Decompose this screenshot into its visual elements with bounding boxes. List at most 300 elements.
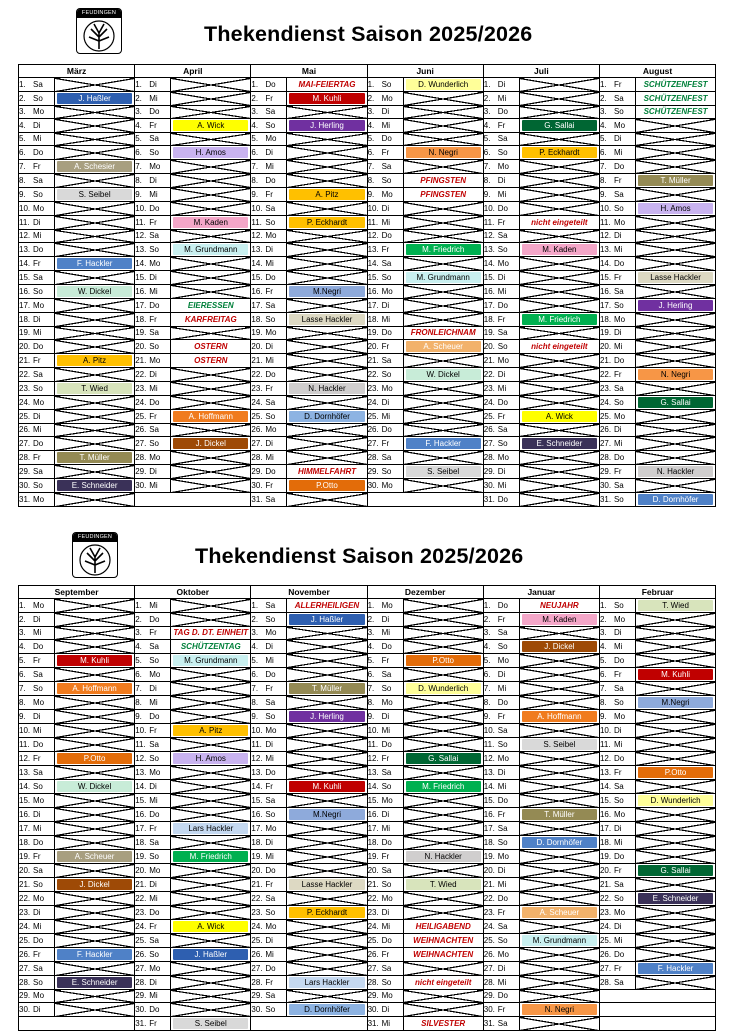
duty-cell: M. Friedrich xyxy=(171,850,251,864)
unassigned-cell xyxy=(171,710,251,724)
unassigned-cell xyxy=(55,613,135,627)
event-cell: EIERESSEN xyxy=(171,299,251,313)
day-cell: 24. Do xyxy=(135,396,171,410)
day-cell: 29. Mo xyxy=(367,990,403,1003)
day-cell: 19. Mo xyxy=(483,850,519,864)
unassigned-cell xyxy=(55,934,135,948)
unassigned-cell xyxy=(287,640,367,654)
month-header: Dezember xyxy=(367,586,483,599)
unassigned-cell xyxy=(403,160,483,174)
duty-cell: D. Wunderlich xyxy=(403,78,483,92)
unassigned-cell xyxy=(171,479,251,493)
day-cell: 12. Mi xyxy=(251,752,287,766)
day-cell: 14. Fr xyxy=(19,257,55,271)
duty-cell: S. Seibel xyxy=(171,1017,251,1031)
day-cell: 18. Mi xyxy=(367,313,403,327)
unassigned-cell xyxy=(519,202,599,216)
day-cell: 29. Fr xyxy=(599,465,635,479)
duty-cell: A. Schesier xyxy=(55,160,135,174)
unassigned-cell xyxy=(55,396,135,410)
day-cell: 19. Sa xyxy=(135,327,171,340)
unassigned-cell xyxy=(287,451,367,465)
day-cell: 25. Di xyxy=(251,934,287,948)
unassigned-cell xyxy=(55,906,135,920)
day-cell: 18. Mi xyxy=(599,836,635,850)
duty-cell: N. Negri xyxy=(519,1003,599,1017)
duty-cell: J. Dickel xyxy=(519,640,599,654)
day-cell: 18. Sa xyxy=(135,836,171,850)
day-cell: 3. Mo xyxy=(251,627,287,640)
day-cell: 27. Do xyxy=(251,962,287,976)
day-cell: 22. Mo xyxy=(367,892,403,906)
day-cell: 1. Di xyxy=(135,78,171,92)
day-cell: 5. Fr xyxy=(19,654,55,668)
club-logo: FEUDINGEN xyxy=(76,8,122,54)
day-cell: 6. Fr xyxy=(367,146,403,160)
day-cell: 17. Di xyxy=(367,299,403,313)
unassigned-cell xyxy=(55,271,135,285)
day-cell: 9. Di xyxy=(19,710,55,724)
unassigned-cell xyxy=(55,368,135,382)
day-cell: 5. Mo xyxy=(251,133,287,146)
day-cell: 24. Mi xyxy=(367,920,403,934)
unassigned-cell xyxy=(635,285,715,299)
unassigned-cell xyxy=(403,133,483,146)
day-cell: 1. Do xyxy=(483,599,519,613)
day-cell: 2. Di xyxy=(367,613,403,627)
day-cell: 12. Mo xyxy=(483,752,519,766)
unassigned-cell xyxy=(287,738,367,752)
day-cell: 1. Fr xyxy=(599,78,635,92)
day-cell: 21. Mi xyxy=(251,354,287,368)
unassigned-cell xyxy=(171,682,251,696)
unassigned-cell xyxy=(55,313,135,327)
day-cell: 17. So xyxy=(599,299,635,313)
event-cell: WEIHNACHTEN xyxy=(403,934,483,948)
unassigned-cell xyxy=(519,1017,599,1031)
day-cell: 29. Do xyxy=(251,465,287,479)
day-cell: 10. Mo xyxy=(19,202,55,216)
duty-cell: W. Dickel xyxy=(403,368,483,382)
duty-cell: F. Hackler xyxy=(55,257,135,271)
duty-cell: T. Wied xyxy=(403,878,483,892)
unassigned-cell xyxy=(403,794,483,808)
unassigned-cell xyxy=(171,962,251,976)
unassigned-cell xyxy=(519,424,599,437)
day-cell: 21. Di xyxy=(135,878,171,892)
unassigned-cell xyxy=(403,906,483,920)
unassigned-cell xyxy=(403,313,483,327)
event-cell: OSTERN xyxy=(171,340,251,354)
unassigned-cell xyxy=(287,424,367,437)
day-cell: 31. Mi xyxy=(367,1017,403,1031)
day-cell: 7. So xyxy=(367,682,403,696)
duty-cell: D. Wunderlich xyxy=(635,794,715,808)
day-cell: 7. Mo xyxy=(483,160,519,174)
unassigned-cell xyxy=(635,437,715,451)
day-cell: 29. Di xyxy=(135,465,171,479)
day-cell: 7. So xyxy=(19,682,55,696)
day-cell: 2. So xyxy=(251,613,287,627)
day-cell: 5. Sa xyxy=(135,133,171,146)
day-cell: 12. Sa xyxy=(135,230,171,243)
day-cell: 2. So xyxy=(19,92,55,106)
unassigned-cell xyxy=(55,892,135,906)
day-cell: 16. Mo xyxy=(367,285,403,299)
day-cell: 17. Fr xyxy=(135,822,171,836)
unassigned-cell xyxy=(287,934,367,948)
duty-cell: S. Seibel xyxy=(55,188,135,202)
day-cell: 11. So xyxy=(251,216,287,230)
day-cell: 17. Do xyxy=(135,299,171,313)
day-cell: 28. Mi xyxy=(483,976,519,990)
unassigned-cell xyxy=(403,640,483,654)
day-cell: 2. Mo xyxy=(367,92,403,106)
unassigned-cell xyxy=(635,382,715,396)
day-cell: 20. Mi xyxy=(599,340,635,354)
day-cell: 10. Do xyxy=(483,202,519,216)
month-header: November xyxy=(251,586,367,599)
day-cell: 18. Di xyxy=(251,836,287,850)
unassigned-cell xyxy=(171,424,251,437)
unassigned-cell xyxy=(55,106,135,119)
day-cell: 27. So xyxy=(483,437,519,451)
day-cell: 15. Mi xyxy=(135,794,171,808)
day-cell: 25. So xyxy=(251,410,287,424)
day-cell: 2. Di xyxy=(19,613,55,627)
duty-cell: M. Grundmann xyxy=(403,271,483,285)
day-cell: 15. Di xyxy=(135,271,171,285)
day-cell: 20. Fr xyxy=(599,864,635,878)
unassigned-cell xyxy=(519,822,599,836)
unassigned-cell xyxy=(171,257,251,271)
day-cell: 13. Di xyxy=(251,243,287,257)
unassigned-cell xyxy=(171,174,251,188)
day-cell: 19. Fr xyxy=(367,850,403,864)
day-cell: 28. So xyxy=(19,976,55,990)
unassigned-cell xyxy=(635,340,715,354)
day-cell: 4. Fr xyxy=(483,119,519,133)
day-cell: 1. So xyxy=(599,599,635,613)
day-cell: 19. Mi xyxy=(19,327,55,340)
unassigned-cell xyxy=(519,160,599,174)
unassigned-cell xyxy=(519,962,599,976)
day-cell: 4. Mi xyxy=(367,119,403,133)
day-cell: 9. Di xyxy=(367,710,403,724)
unassigned-cell xyxy=(55,230,135,243)
day-cell: 11. Sa xyxy=(135,738,171,752)
unassigned-cell xyxy=(287,962,367,976)
day-cell: 26. Mi xyxy=(251,948,287,962)
unassigned-cell xyxy=(635,920,715,934)
day-cell: 4. Di xyxy=(251,640,287,654)
unassigned-cell xyxy=(519,850,599,864)
day-cell: 18. So xyxy=(251,313,287,327)
day-cell: 21. Fr xyxy=(19,354,55,368)
day-cell: 20. Sa xyxy=(367,864,403,878)
unassigned-cell xyxy=(171,906,251,920)
duty-cell: A. Wick xyxy=(171,119,251,133)
day-cell: 16. Mi xyxy=(135,285,171,299)
duty-cell: M. Grundmann xyxy=(171,654,251,668)
day-cell: 11. Di xyxy=(19,216,55,230)
duty-cell: A. Pitz xyxy=(171,724,251,738)
unassigned-cell xyxy=(403,354,483,368)
duty-cell: P.Otto xyxy=(635,766,715,780)
day-cell: 8. Sa xyxy=(251,696,287,710)
day-cell: 7. Di xyxy=(135,682,171,696)
duty-cell: E. Schneider xyxy=(55,976,135,990)
day-cell: 27. Fr xyxy=(367,437,403,451)
unassigned-cell xyxy=(55,202,135,216)
unassigned-cell xyxy=(635,906,715,920)
day-cell: 31. So xyxy=(599,493,635,507)
day-cell: 15. So xyxy=(599,794,635,808)
day-cell: 27. Fr xyxy=(599,962,635,976)
duty-cell: F. Hackler xyxy=(55,948,135,962)
unassigned-cell xyxy=(55,696,135,710)
day-cell: 24. Do xyxy=(483,396,519,410)
unassigned-cell xyxy=(635,216,715,230)
event-cell: OSTERN xyxy=(171,354,251,368)
day-cell: 16. Fr xyxy=(483,808,519,822)
unassigned-cell xyxy=(287,794,367,808)
day-cell: 31. Do xyxy=(483,493,519,507)
day-cell: 21. Mo xyxy=(135,354,171,368)
day-cell: 5. So xyxy=(135,654,171,668)
duty-cell: P. Eckhardt xyxy=(519,146,599,160)
day-cell: 14. Sa xyxy=(367,257,403,271)
day-cell: 23. So xyxy=(251,906,287,920)
day-cell: 21. Fr xyxy=(251,878,287,892)
day-cell: 29. Do xyxy=(483,990,519,1003)
unassigned-cell xyxy=(403,599,483,613)
day-cell: 30. Mi xyxy=(135,479,171,493)
unassigned-cell xyxy=(635,160,715,174)
day-cell: 18. Do xyxy=(19,836,55,850)
day-cell: 11. Do xyxy=(19,738,55,752)
duty-cell: N. Hackler xyxy=(635,465,715,479)
day-cell: 2. Fr xyxy=(251,92,287,106)
day-cell: 16. So xyxy=(19,285,55,299)
day-cell: 26. Sa xyxy=(483,424,519,437)
unassigned-cell xyxy=(519,396,599,410)
day-cell: 21. Sa xyxy=(599,878,635,892)
duty-cell: P. Eckhardt xyxy=(287,906,367,920)
duty-cell: G. Sallai xyxy=(635,396,715,410)
day-cell: 19. Fr xyxy=(19,850,55,864)
unassigned-cell xyxy=(403,613,483,627)
unassigned-cell xyxy=(519,188,599,202)
duty-cell: J. Haßler xyxy=(171,948,251,962)
day-cell: 12. Sa xyxy=(483,230,519,243)
day-cell: 26. Sa xyxy=(135,424,171,437)
day-cell: 2. Do xyxy=(135,613,171,627)
duty-cell: M.Negri xyxy=(287,285,367,299)
day-cell: 27. Di xyxy=(483,962,519,976)
unassigned-cell xyxy=(55,299,135,313)
event-cell: KARFREITAG xyxy=(171,313,251,327)
duty-cell: M. Kaden xyxy=(171,216,251,230)
day-cell: 23. Mo xyxy=(367,382,403,396)
unassigned-cell xyxy=(287,822,367,836)
day-cell: 13. So xyxy=(135,243,171,257)
day-cell: 20. So xyxy=(135,340,171,354)
duty-cell: M. Kuhli xyxy=(55,654,135,668)
day-cell: 6. Fr xyxy=(599,668,635,682)
day-cell: 13. Do xyxy=(19,243,55,257)
day-cell: 22. Mo xyxy=(19,892,55,906)
day-cell: 27. So xyxy=(135,437,171,451)
unassigned-cell xyxy=(635,313,715,327)
day-cell: 4. So xyxy=(483,640,519,654)
unassigned-cell xyxy=(171,327,251,340)
day-cell: 13. Mo xyxy=(135,766,171,780)
day-cell: 24. So xyxy=(599,396,635,410)
day-cell: 30. Fr xyxy=(483,1003,519,1017)
day-cell: 26. Di xyxy=(599,424,635,437)
unassigned-cell xyxy=(55,864,135,878)
day-cell: 4. Fr xyxy=(135,119,171,133)
duty-cell: Lasse Hackler xyxy=(287,878,367,892)
day-cell: 18. So xyxy=(483,836,519,850)
unassigned-cell xyxy=(171,451,251,465)
unassigned-cell xyxy=(287,752,367,766)
day-cell: 15. So xyxy=(367,271,403,285)
unassigned-cell xyxy=(55,174,135,188)
day-cell: 29. Di xyxy=(483,465,519,479)
day-cell: 15. Do xyxy=(251,271,287,285)
unassigned-cell xyxy=(287,668,367,682)
unassigned-cell xyxy=(55,340,135,354)
day-cell: 3. Fr xyxy=(135,627,171,640)
duty-cell: J. Dickel xyxy=(171,437,251,451)
day-cell: 23. Sa xyxy=(599,382,635,396)
duty-cell: A. Scheuer xyxy=(519,906,599,920)
unassigned-cell xyxy=(171,738,251,752)
day-cell: 9. Fr xyxy=(483,710,519,724)
day-cell: 13. Sa xyxy=(19,766,55,780)
day-cell: 28. Do xyxy=(599,451,635,465)
event-cell: PFINGSTEN xyxy=(403,174,483,188)
day-cell: 24. Di xyxy=(367,396,403,410)
day-cell: 14. Mi xyxy=(251,257,287,271)
day-cell: 10. Mi xyxy=(367,724,403,738)
unassigned-cell xyxy=(403,627,483,640)
day-cell: 12. Mo xyxy=(251,230,287,243)
unassigned-cell xyxy=(171,285,251,299)
unassigned-cell xyxy=(635,878,715,892)
unassigned-cell xyxy=(519,892,599,906)
day-cell: 7. Mi xyxy=(251,160,287,174)
unassigned-cell xyxy=(55,794,135,808)
day-cell: 28. So xyxy=(367,976,403,990)
day-cell: 7. Mi xyxy=(483,682,519,696)
day-cell: 29. Sa xyxy=(19,465,55,479)
day-cell: 23. Fr xyxy=(251,382,287,396)
duty-cell: M. Friedrich xyxy=(403,780,483,794)
day-cell: 16. Do xyxy=(135,808,171,822)
unassigned-cell xyxy=(635,780,715,794)
day-cell: 13. Mi xyxy=(599,243,635,257)
duty-cell: M. Kuhli xyxy=(635,668,715,682)
day-cell: 31. Sa xyxy=(251,493,287,507)
duty-cell: G. Sallai xyxy=(635,864,715,878)
day-cell: 6. Di xyxy=(251,146,287,160)
day-cell: 18. Di xyxy=(19,313,55,327)
day-cell: 6. Di xyxy=(483,668,519,682)
day-cell: 14. So xyxy=(367,780,403,794)
unassigned-cell xyxy=(519,780,599,794)
day-cell: 14. Mi xyxy=(483,780,519,794)
unassigned-cell xyxy=(519,174,599,188)
day-cell: 8. Sa xyxy=(19,174,55,188)
day-cell: 25. Mi xyxy=(367,410,403,424)
day-cell: 6. Do xyxy=(251,668,287,682)
unassigned-cell xyxy=(287,133,367,146)
unassigned-cell xyxy=(403,1003,483,1017)
day-cell: 2. Sa xyxy=(599,92,635,106)
day-cell: 11. Mi xyxy=(599,738,635,752)
duty-cell: E. Schneider xyxy=(519,437,599,451)
unassigned-cell xyxy=(171,382,251,396)
day-cell: 6. Sa xyxy=(19,668,55,682)
day-cell: 6. Do xyxy=(19,146,55,160)
unassigned-cell xyxy=(55,668,135,682)
day-cell: 15. Di xyxy=(483,271,519,285)
day-cell: 27. Mo xyxy=(135,962,171,976)
day-cell: 27. Di xyxy=(251,437,287,451)
day-cell: 22. Mi xyxy=(135,892,171,906)
unassigned-cell xyxy=(403,766,483,780)
day-cell: 26. Do xyxy=(367,424,403,437)
duty-cell: J. Herling xyxy=(287,710,367,724)
day-cell: 17. Do xyxy=(483,299,519,313)
day-cell: 11. Mo xyxy=(599,216,635,230)
day-cell: 5. Fr xyxy=(367,654,403,668)
month-header: Januar xyxy=(483,586,599,599)
day-cell: 9. Fr xyxy=(251,188,287,202)
event-cell: TAG D. DT. EINHEIT xyxy=(171,627,251,640)
duty-cell: G. Sallai xyxy=(519,119,599,133)
day-cell: 3. Di xyxy=(599,627,635,640)
day-cell: 2. Mi xyxy=(483,92,519,106)
day-cell: 7. Fr xyxy=(251,682,287,696)
day-cell: 8. Mi xyxy=(135,696,171,710)
day-cell: 31. Fr xyxy=(135,1017,171,1031)
unassigned-cell xyxy=(635,188,715,202)
day-cell: 1. Mi xyxy=(135,599,171,613)
day-cell: 11. Di xyxy=(251,738,287,752)
duty-cell: T. Müller xyxy=(287,682,367,696)
unassigned-cell xyxy=(519,668,599,682)
day-cell: 8. Do xyxy=(251,174,287,188)
unassigned-cell xyxy=(287,724,367,738)
duty-cell: H. Amos xyxy=(171,752,251,766)
day-cell: 25. Di xyxy=(19,410,55,424)
day-cell: 21. Do xyxy=(599,354,635,368)
unassigned-cell xyxy=(171,613,251,627)
day-cell: 7. Do xyxy=(599,160,635,174)
unassigned-cell xyxy=(287,299,367,313)
day-cell: 19. Mi xyxy=(251,850,287,864)
day-cell: 16. Sa xyxy=(599,285,635,299)
unassigned-cell xyxy=(519,78,599,92)
day-cell: 9. Do xyxy=(135,710,171,724)
day-cell: 9. Sa xyxy=(599,188,635,202)
unassigned-cell xyxy=(287,243,367,257)
day-cell: 4. Mo xyxy=(599,119,635,133)
